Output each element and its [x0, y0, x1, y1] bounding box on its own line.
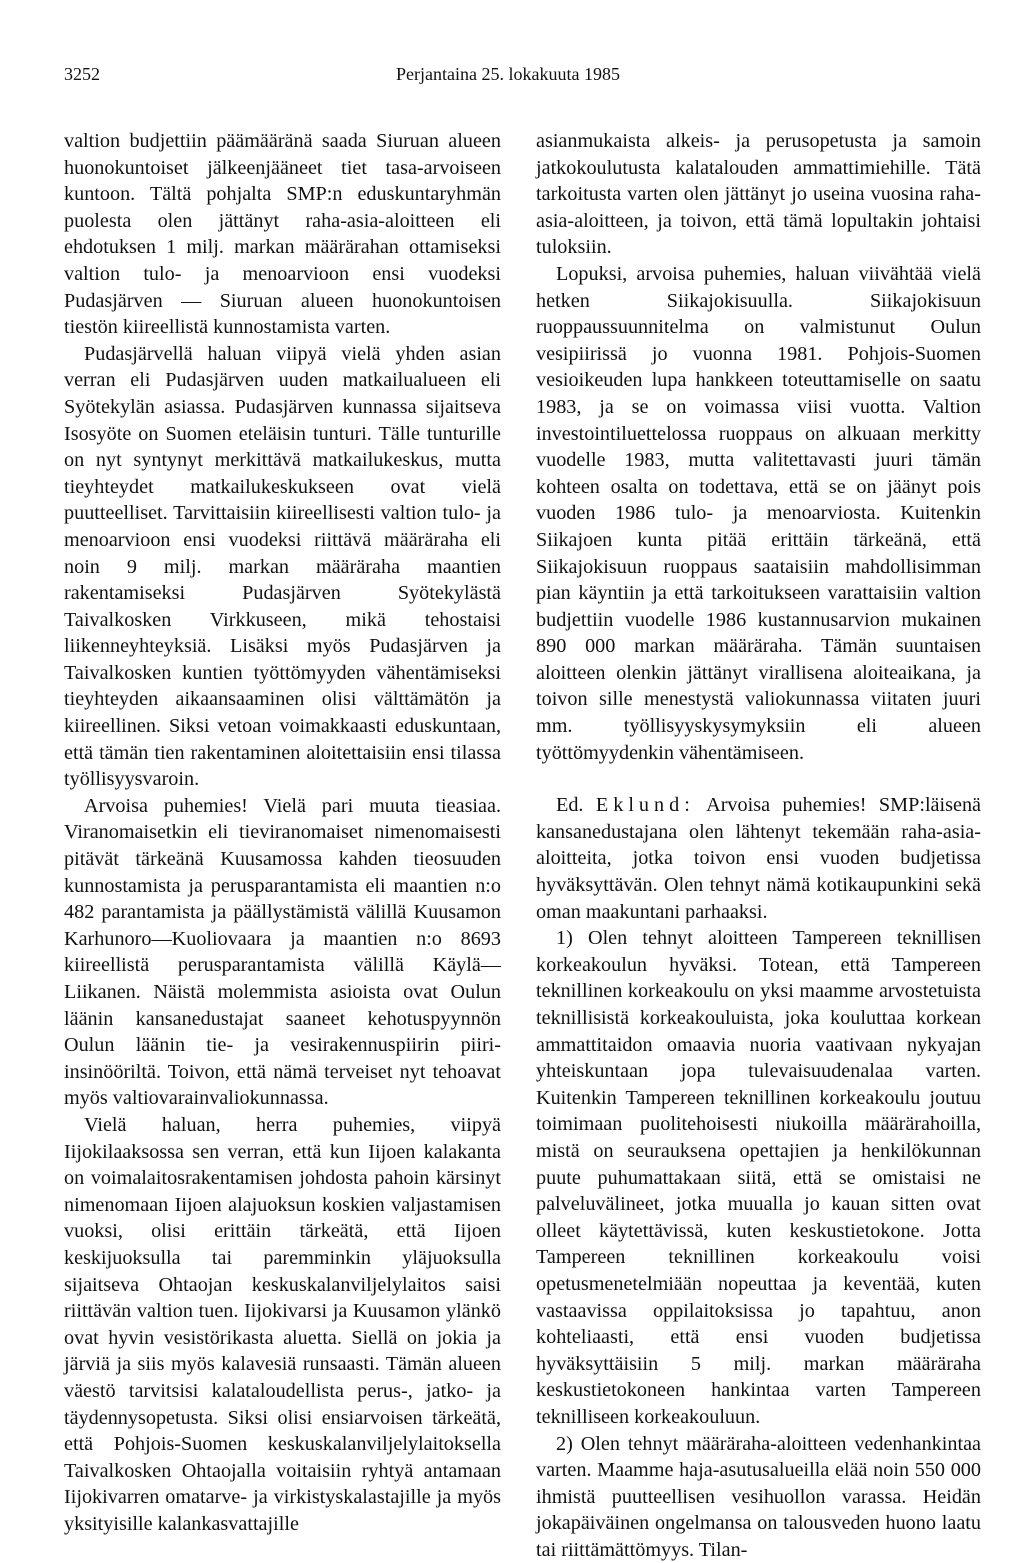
paragraph: 1) Olen tehnyt aloitteen Tampereen teknillisen korkeakoulun hyväksi. Totean, että Tampereen teknillinen korkeakoulu on yksi maamme arvostetuista teknillisistä korkeakouluista, joka kouluttaa korkean ammattitaidon omaavia nuoria vaativaan nykyajan yhteiskuntaan jopa tulevaisuudenalaa varten. Kuitenkin Tampereen teknillinen korkeakoulu joutuu toimimaan puolitehoisesti niukoilla määrärahoilla, mistä on seurauksena opettajien ja henkilökunnan puute puhumattakaan siitä, että se omistaisi ne palveluvälineet, jotka muualla jo kauan sitten ovat olleet käytettävissä, kuten keskustietokone. Jotta Tampereen teknillinen korkeakoulu voisi opetusmenetelmiään nopeuttaa ja keventää, kuten vastaavissa oppilaitoksissa jo tapahtuu, anon kohteliaasti, että ensi vuoden budjetissa hyväksyttäisiin 5 milj. markan määräraha keskustietokoneen hankintaa varten Tampereen teknilliseen korkeakouluun. — [536, 925, 981, 1430]
paragraph: Arvoisa puhemies! Vielä pari muuta tieasiaa. Viranomaisetkin eli tieviranomaiset nimenomaisesti pitävät tärkeänä Kuusamossa kahden tieosuuden kunnostamista ja perusparantamista eli maantien n:o 482 parantamista ja päällystämistä välillä Kuusamon Karhunoro—Kuoliovaara ja maantien n:o 8693 kiireellistä perusparantamista välillä Käylä—Liikanen. Näistä molemmista asioista ovat Oulun läänin kansanedustajat saaneet kehotuspyynnön Oulun läänin tie- ja vesirakennuspiirin piiri-insinööriltä. Toivon, että nämä terveiset nyt tehoavat myös valtiovarainvaliokunnassa. — [64, 793, 501, 1112]
page-number: 3252 — [64, 64, 100, 85]
speaker-prefix: Ed. — [556, 794, 583, 816]
paragraph: valtion budjettiin päämääränä saada Siuruan alueen huonokuntoiset jälkeenjääneet tiet tasa-arvoiseen kuntoon. Tältä pohjalta SMP:n eduskuntaryhmän puolesta olen jättänyt raha-asia-aloitteen eli ehdotuksen 1 milj. markan määrärahan ottamiseksi valtion tulo- ja menoarvioon ensi vuodeksi Pudasjärven — Siuruan alueen huonokuntoisen tiestön kiireellistä kunnostamista varten. — [64, 128, 501, 341]
paragraph: 2) Olen tehnyt määräraha-aloitteen vedenhankintaa varten. Maamme haja-asutusalueilla elää noin 550 000 ihmistä puutteellisen vesihuollon varassa. Heidän jokapäiväinen ongelmansa on talousveden huono laatu tai riittämättömyys. Tilan- — [536, 1431, 981, 1563]
paragraph: Vielä haluan, herra puhemies, viipyä Iijokilaaksossa sen verran, että kun Iijoen kalakanta on voimalaitosrakentamisen johdosta pahoin kärsinyt nimenomaan Iijoen alajuoksun koskien valjastamisen vuoksi, olisi erittäin tärkeätä, että Iijoen keskijuoksulla tai paremminkin yläjuoksulla sijaitseva Ohtaojan keskuskalanviljelylaitos saisi riittävän valtion tuen. Iijokivarsi ja Kuusamon ylänkö ovat hyvin vesistörikasta aluetta. Siellä on jokia ja järviä ja siis myös kalavesiä runsaasti. Tämän alueen väestö tarvitsisi kalataloudellista perus-, jatko- ja täydennysopetusta. Siksi olisi ensiarvoisen tärkeätä, että Pohjois-Suomen keskuskalanviljelylaitoksella Taivalkosken Ohtaojalla voitaisiin ryhtyä antamaan Iijokivarren omatarve- ja virkistyskalastajille ja myös yksityisille kalankasvattajille — [64, 1112, 501, 1538]
left-column — [64, 128, 501, 1537]
speaker-opening: Arvoisa puhemies! SMP:läisenä kansanedustajana olen lähtenyt tekemään raha-asia-aloitteita, jotka toivon ensi vuoden budjetissa hyväksyttävän. Olen tehnyt nämä kotikaupunkini sekä oman maakuntani parhaaksi. — [536, 794, 981, 922]
paragraph: asianmukaista alkeis- ja perusopetusta ja samoin jatkokoulutusta kalatalouden ammattimiehille. Tätä tarkoitusta varten olen jättänyt jo useina vuosina raha-asia-aloitteen, ja toivon, että tämä lopultakin johtaisi tuloksiin. — [536, 128, 981, 261]
page-header — [0, 64, 1024, 94]
paragraph: Pudasjärvellä haluan viipyä vielä yhden asian verran eli Pudasjärven uuden matkailualueen eli Syötekylän asiassa. Pudasjärven kunnassa sijaitseva Isosyöte on Suomen eteläisin tunturi. Tälle tunturille on nyt syntynyt merkittävä matkailukeskus, mutta tieyhteydet matkailukeskukseen ovat vielä puutteelliset. Tarvittaisiin kiireellisesti valtion tulo- ja menoarvioon ensi vuodeksi riittävä määräraha eli noin 9 milj. markan määräraha maantien rakentamiseksi Pudasjärven Syötekylästä Taivalkosken Virkkuseen, mikä tehostaisi liikenneyhteyksiä. Lisäksi myös Pudasjärven ja Taivalkosken kuntien työttömyyden vähentämiseksi tieyhteyden aikaansaaminen olisi välttämätön ja kiireellinen. Siksi vetoan voimakkaasti eduskuntaan, että tämän tien rakentaminen aloitettaisiin ensi tilassa työllisyysvaroin. — [64, 341, 501, 793]
speaker-paragraph — [536, 792, 981, 925]
right-column — [536, 128, 981, 1563]
speaker-name: Eklund: — [596, 794, 695, 816]
paragraph: Lopuksi, arvoisa puhemies, haluan viivähtää vielä hetken Siikajokisuulla. Siikajokisuun ruoppaussuunnitelma on valmistunut Oulun vesipiirissä jo vuonna 1981. Pohjois-Suomen vesioikeuden lupa hankkeen toteuttamiselle on saatu 1983, ja se on voimassa viisi vuotta. Valtion investointiluettelossa ruoppaus on alkuaan merkitty vuodelle 1983, mutta valitettavasti juuri tämän kohteen osalta on todettava, että se on jäänyt pois vuoden 1986 tulo- ja menoarviosta. Kuitenkin Siikajoen kunta pitää erittäin tärkeänä, että Siikajokisuun ruoppaus saataisiin mahdollisimman pian käyntiin ja että tarkoitukseen varattaisiin valtion budjettiin vuodelle 1986 kustannusarvion mukainen 890 000 markan määräraha. Tämän suuntaisen aloitteen olenkin jättänyt virallisena aloiteaikana, ja toivon sille menestystä valiokunnassa viitaten juuri mm. työllisyyskysymyksiin eli alueen työttömyydenkin vähentämiseen. — [536, 261, 981, 766]
running-title: Perjantaina 25. lokakuuta 1985 — [396, 64, 620, 85]
